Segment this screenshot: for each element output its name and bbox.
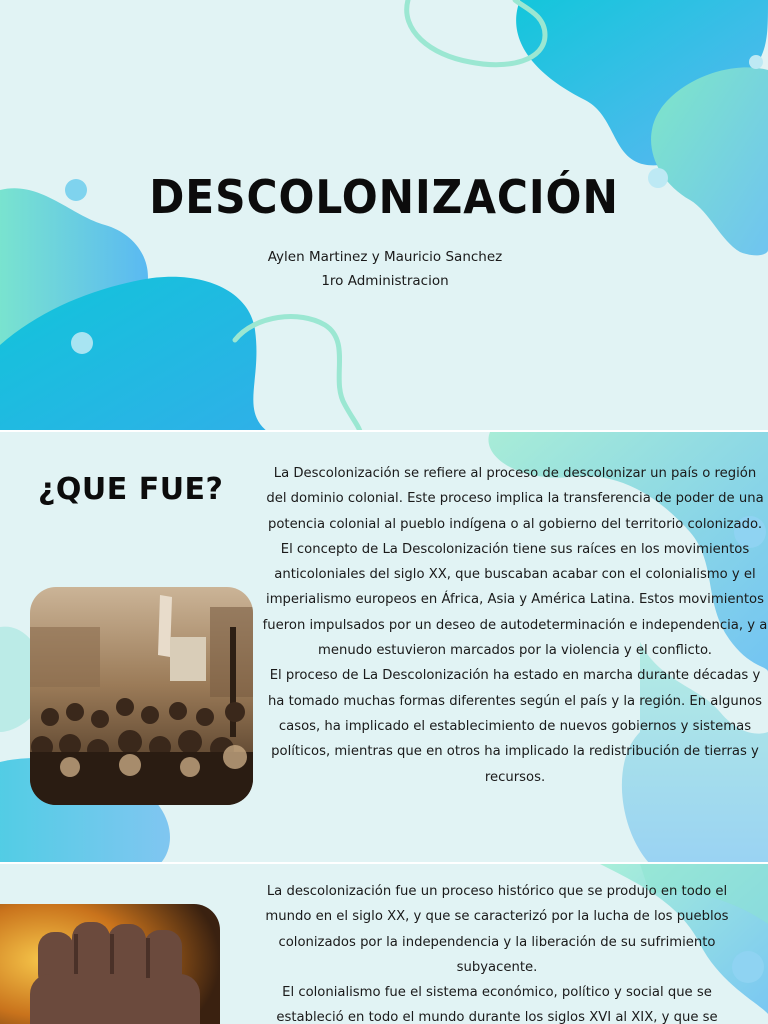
- raised-fist-illustration: [0, 904, 220, 1024]
- raised-fist-photo: [0, 904, 220, 1024]
- cover-title: DESCOLONIZACIÓN: [149, 170, 619, 224]
- cover-slide: [0, 0, 768, 432]
- paragraph: El colonialismo fue el sistema económico, político y social que se estableció en todo el mundo durante los siglos XVI al XIX, y que se: [276, 985, 718, 1024]
- paragraph: El concepto de La Descolonización tiene sus raíces en los movimientos anticoloniales del siglo XX, que buscaban acabar con el colonialismo y el imperialismo europeos en África, Asia y América Latina. Estos movimientos fueron impulsados por un deseo de autodeterminación e independencia, y a menudo estuvieron marcados por la violencia y el conflicto.: [262, 541, 768, 659]
- cover-authors: Aylen Martinez y Mauricio Sanchez: [267, 249, 503, 265]
- paragraph: La Descolonización se refiere al proceso de descolonizar un país o región del dominio colonial. Este proceso implica la transferencia de poder de una potencia colonial al pueblo indígena o al gobierno del territorio colonizado.: [266, 466, 764, 532]
- paragraph: El proceso de La Descolonización ha estado en marcha durante décadas y ha tomado muchas formas diferentes según el país y la región. En algunos casos, ha implicado el establecimiento de nuevos gobiernos y sistemas políticos, mientras que en otros ha implicado la redistribución de tierras y recursos.: [267, 668, 763, 785]
- section-two-text: [247, 879, 747, 1024]
- section-one-text: [262, 461, 768, 790]
- section-heading: ¿QUE FUE?: [38, 472, 224, 507]
- cover-course: 1ro Administracion: [321, 273, 449, 289]
- colonialism-slide: [0, 864, 768, 1024]
- what-was-it-slide: [0, 432, 768, 864]
- paragraph: La descolonización fue un proceso histórico que se produjo en todo el mundo en el siglo XX, y que se caracterizó por la lucha de los pueblos colonizados por la independencia y la liberación de su sufrimiento subyacente.: [265, 884, 729, 975]
- protest-crowd-illustration: [30, 587, 253, 805]
- protest-crowd-photo: [30, 587, 253, 805]
